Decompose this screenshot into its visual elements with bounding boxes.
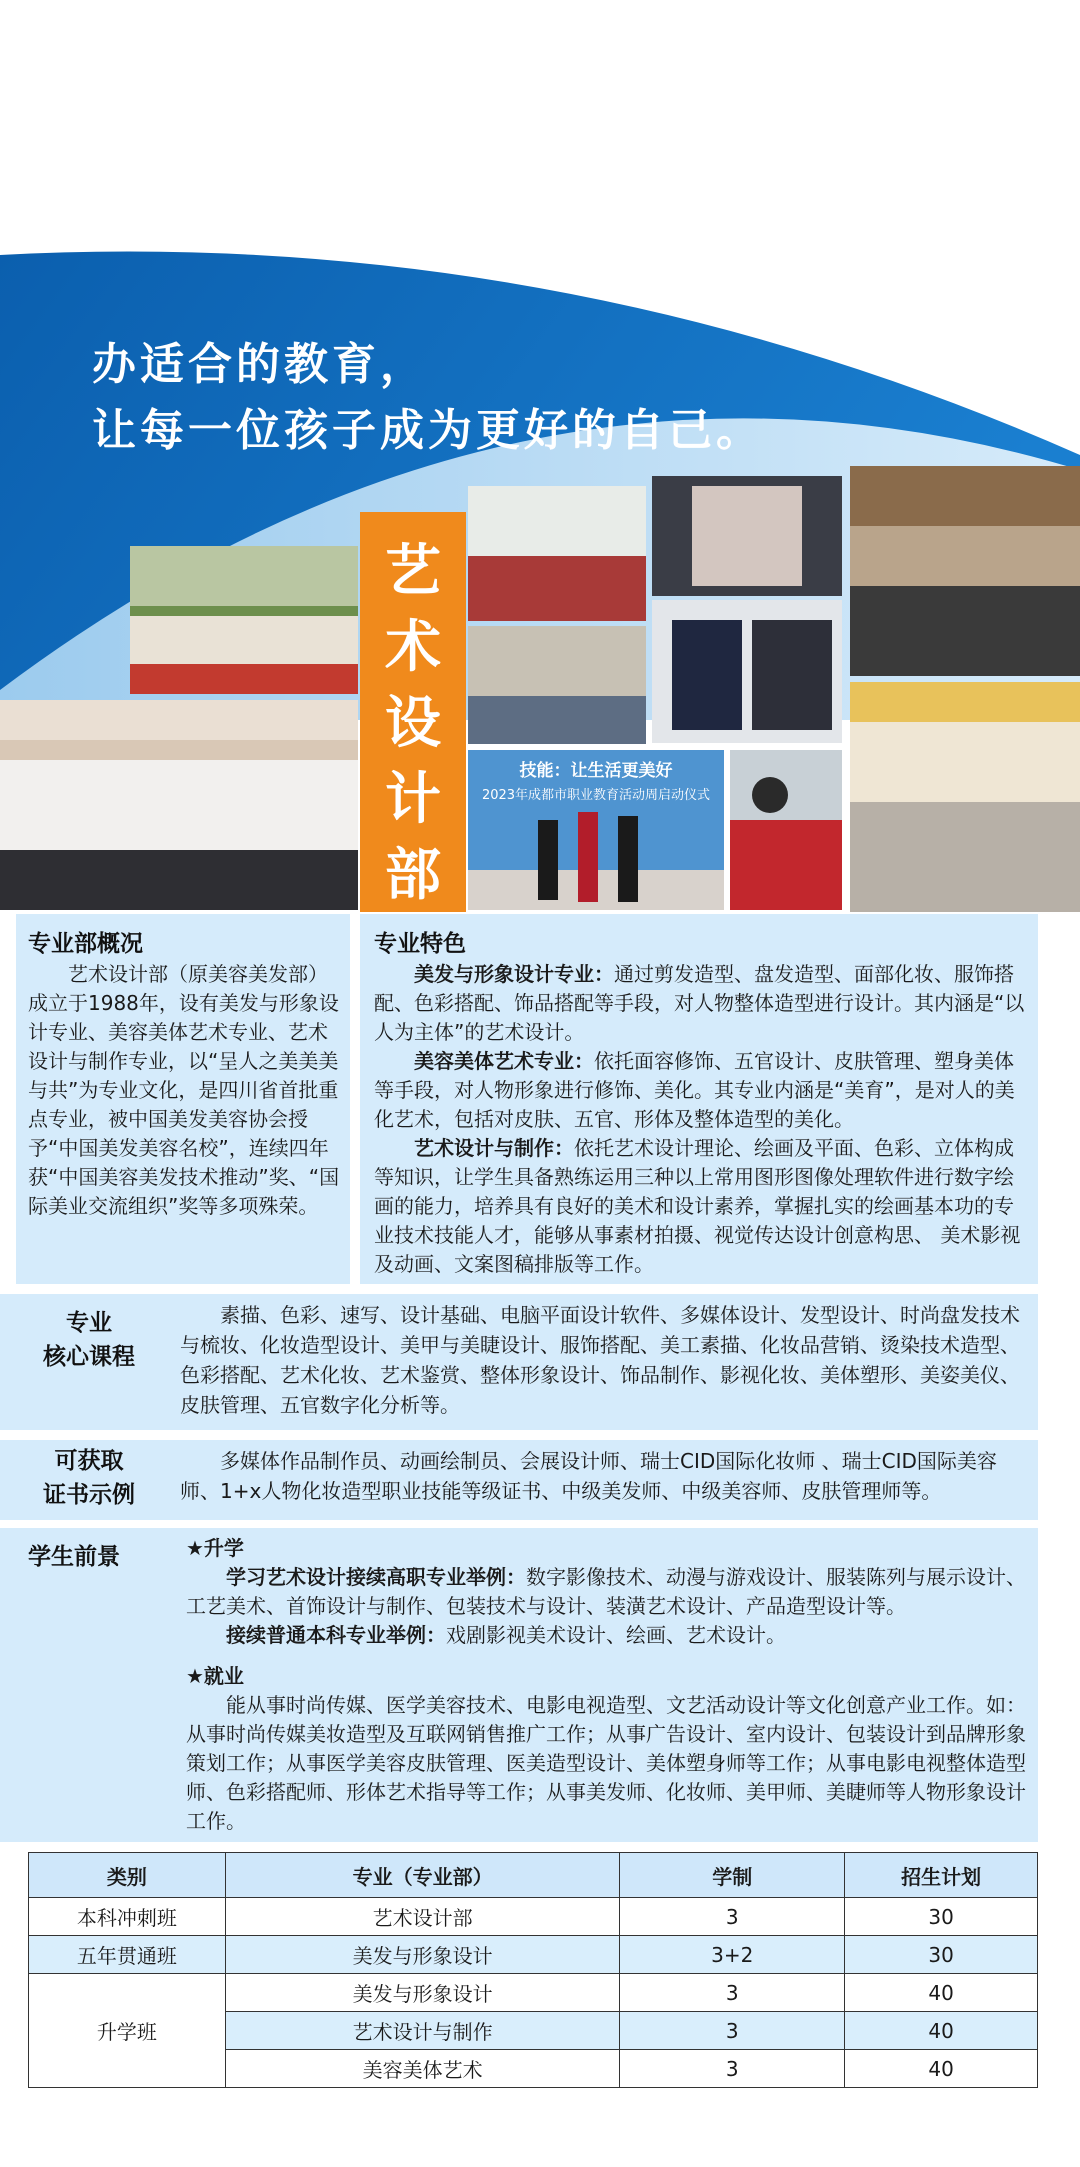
header-category: 类别 (29, 1853, 226, 1898)
feature-item-design: 艺术设计与制作：依托艺术设计理论、绘画及平面、色彩、立体构成等知识，让学生具备熟练运用三种以上常用图形图像处理软件进行数字绘画的能力，培养具有良好的美术和设计素养，掌握扎实的绘画基本功的专业技术技能人才，能够从事素材拍摄、视觉传达设计创意构思、 美术影视及动画、文案图稿排版等工作。 (374, 1136, 1021, 1276)
vocational-examples: 学习艺术设计接续高职专业举例：数字影像技术、动漫与游戏设计、服装陈列与展示设计、工艺美术、首饰设计与制作、包装技术与设计、装潢艺术设计、产品造型设计等。 (186, 1565, 1026, 1618)
header-years: 学制 (620, 1853, 845, 1898)
prospects-body (186, 1534, 1031, 1836)
ceremony-banner-line-2: 2023年成都市职业教育活动周启动仪式 (481, 788, 711, 803)
certificates-heading: 可获取 证书示例 (43, 1448, 135, 1508)
features-heading: 专业特色 (374, 931, 466, 957)
photo-ceremony (468, 750, 724, 910)
prospects-heading: 学生前景 (28, 1544, 120, 1570)
feature-item-hair: 美发与形象设计专业：通过剪发造型、盘发造型、面部化妆、服饰搭配、色彩搭配、饰品搭配等手段，对人物整体造型进行设计。其内涵是“以人为主体”的艺术设计。 (374, 962, 1025, 1044)
core-courses-heading: 专业 核心课程 (43, 1310, 135, 1370)
employment-title: ★就业 (186, 1664, 244, 1688)
core-courses-text: 素描、色彩、速写、设计基础、电脑平面设计软件、多媒体设计、发型设计、时尚盘发技术与梳妆、化妆造型设计、美甲与美睫设计、服饰搭配、美工素描、化妆品营销、烫染技术造型、色彩搭配、艺术化妆、艺术鉴赏、整体形象设计、饰品制作、影视化妆、美体塑形、美姿美仪、皮肤管理、五官数字化分析等。 (180, 1303, 1020, 1417)
department-title: 艺 术 设 计 部 (360, 512, 466, 912)
overview-heading: 专业部概况 (28, 931, 143, 957)
table-row: 本科冲刺班 艺术设计部 3 30 (29, 1898, 1038, 1936)
enrollment-table (28, 1852, 1038, 2088)
table-row: 五年贯通班 美发与形象设计 3+2 30 (29, 1936, 1038, 1974)
photo-makeup-models (652, 600, 842, 743)
photo-salon (850, 466, 1080, 676)
photo-group-outdoor (130, 546, 358, 694)
photo-beauty-room (850, 682, 1080, 912)
photo-group-indoor (0, 700, 358, 910)
features-list (374, 960, 1029, 1279)
table-row: 美容美体艺术 3 40 (29, 2050, 1038, 2088)
photo-classroom (468, 486, 646, 621)
header-plan: 招生计划 (845, 1853, 1038, 1898)
slogan-line-2: 让每一位孩子成为更好的自己。 (92, 405, 764, 456)
photo-makeup-practice (652, 476, 842, 596)
header-major: 专业（专业部） (225, 1853, 620, 1898)
certificates-text: 多媒体作品制作员、动画绘制员、会展设计师、瑞士CID国际化妆师 、瑞士CID国际美容师、1+x人物化妆造型职业技能等级证书、中级美发师、中级美容师、皮肤管理师等。 (180, 1449, 997, 1503)
slogan-line-1: 办适合的教育， (92, 339, 428, 390)
table-row: 升学班 美发与形象设计 3 40 (29, 1974, 1038, 2012)
ceremony-banner-line-1: 技能：让生活更美好 (519, 761, 673, 781)
further-study-title: ★升学 (186, 1536, 244, 1560)
photo-hair-student (730, 750, 842, 910)
overview-text: 艺术设计部（原美容美发部）成立于1988年，设有美发与形象设计专业、美容美体艺术专业、艺术设计与制作专业，以“呈人之美美美与共”为专业文化，是四川省首批重点专业，被中国美发美容协会授予“中国美发美容名校”，连续四年获“中国美容美发技术推动”奖、“国际美业交流组织”奖等多项殊荣。 (28, 962, 340, 1218)
photo-practice-room (468, 626, 646, 744)
undergrad-examples: 接续普通本科专业举例：戏剧影视美术设计、绘画、艺术设计。 (226, 1623, 786, 1647)
table-header-row (29, 1853, 1038, 1898)
employment-text: 能从事时尚传媒、医学美容技术、电影电视造型、文艺活动设计等文化创意产业工作。如：从事时尚传媒美妆造型及互联网销售推广工作；从事广告设计、室内设计、包装设计到品牌形象策划工作；从事医学美容皮肤管理、医美造型设计、美体塑身师等工作；从事电影电视整体造型师、色彩搭配师、形体艺术指导等工作；从事美发师、化妆师、美甲师、美睫师等人物形象设计工作。 (186, 1693, 1026, 1833)
feature-item-beauty: 美容美体艺术专业：依托面容修饰、五官设计、皮肤管理、塑身美体等手段，对人物形象进行修饰、美化。其专业内涵是“美育”，是对人的美化艺术，包括对皮肤、五官、形体及整体造型的美化。 (374, 1049, 1015, 1131)
table-row: 艺术设计与制作 3 40 (29, 2012, 1038, 2050)
